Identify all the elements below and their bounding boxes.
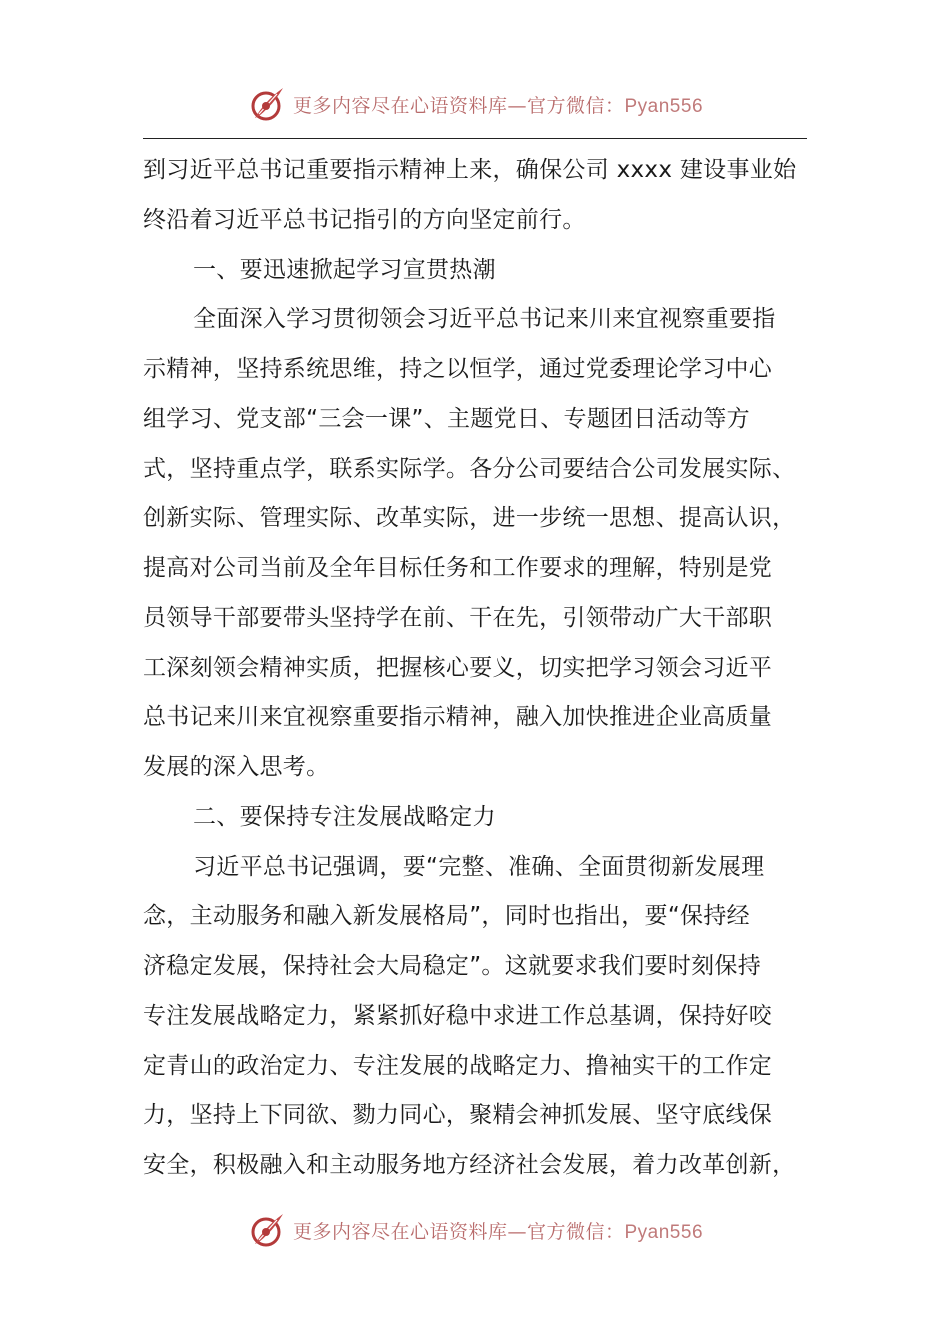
text-line: 到习近平总书记重要指示精神上来，确保公司 xxxx 建设事业始: [143, 157, 797, 183]
text-line: 工深刻领会精神实质，把握核心要义，切实把学习领会习近平: [143, 654, 773, 681]
text-line: 式，坚持重点学，联系实际学。各分公司要结合公司发展实际、: [143, 455, 796, 482]
text-line: 全面深入学习贯彻领会习近平总书记来川来宜视察重要指: [193, 306, 776, 333]
document-body: [143, 146, 811, 1191]
text-line: 济稳定发展，保持社会大局稳定”。这就要求我们要时刻保持: [143, 953, 762, 979]
banner-text: 更多内容尽在心语资料库—官方微信：Pyan556: [292, 1220, 704, 1243]
text-line: 总书记来川来宜视察重要指示精神，融入加快推进企业高质量: [143, 704, 773, 731]
text-line: 念，主动服务和融入新发展格局”，同时也指出，要“保持经: [143, 903, 750, 930]
section-heading: 一、要迅速掀起学习宣贯热潮: [193, 256, 496, 283]
wechat-id: Pyan556: [624, 95, 704, 117]
text-line: 安全，积极融入和主动服务地方经济社会发展，着力改革创新，: [143, 1152, 796, 1178]
text-line: 力，坚持上下同欲、勠力同心，聚精会神抓发展、坚守底线保: [143, 1102, 773, 1129]
text-line: 专注发展战略定力，紧紧抓好稳中求进工作总基调，保持好咬: [143, 1002, 773, 1029]
text-line: 终沿着习近平总书记指引的方向坚定前行。: [143, 206, 586, 233]
section-heading: 二、要保持专注发展战略定力: [193, 803, 496, 830]
banner-text: 更多内容尽在心语资料库—官方微信：Pyan556: [292, 94, 704, 117]
text-line: 创新实际、管理实际、改革实际，进一步统一思想、提高认识，: [143, 505, 796, 532]
wechat-id: Pyan556: [624, 1221, 704, 1243]
quill-logo-icon: [247, 84, 287, 124]
header-divider: [143, 138, 807, 139]
text-line: 定青山的政治定力、专注发展的战略定力、撸袖实干的工作定: [143, 1052, 773, 1079]
text-line: 提高对公司当前及全年目标任务和工作要求的理解，特别是党: [143, 555, 773, 581]
quill-logo-icon: [247, 1210, 287, 1250]
text-line: 发展的深入思考。: [143, 754, 330, 780]
text-line: 员领导干部要带头坚持学在前、干在先，引领带动广大干部职: [143, 604, 773, 631]
text-line: 组学习、党支部“三会一课”、主题党日、专题团日活动等方: [143, 405, 750, 432]
text-line: 示精神，坚持系统思维，持之以恒学，通过党委理论学习中心: [143, 356, 773, 382]
footer-banner: [0, 1208, 950, 1252]
header-banner: [0, 82, 950, 126]
text-line: 习近平总书记强调，要“完整、准确、全面贯彻新发展理: [193, 853, 765, 880]
